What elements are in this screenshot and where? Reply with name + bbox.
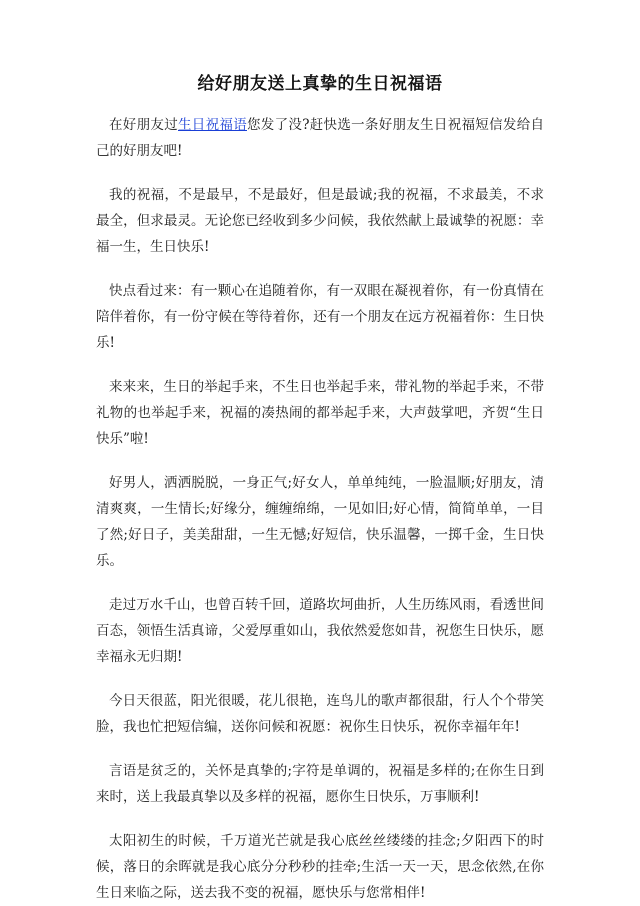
paragraph-6: 今日天很蓝，阳光很暖，花儿很艳，连鸟儿的歌声都很甜，行人个个带笑脸，我也忙把短信编，送你问候和祝愿：祝你生日快乐，祝你幸福年年! <box>96 693 544 735</box>
paragraph-7: 言语是贫乏的，关怀是真挚的;字符是单调的，祝福是多样的;在你生日到来时，送上我最真挚以及多样的祝福，愿你生日快乐，万事顺利! <box>96 763 544 805</box>
paragraph-2: 快点看过来：有一颗心在追随着你，有一双眼在凝视着你，有一份真情在陪伴着你，有一份守候在等待着你，还有一个朋友在远方祝福着你：生日快乐! <box>96 283 544 351</box>
paragraph-5: 走过万水千山，也曾百转千回，道路坎坷曲折，人生历练风雨，看透世间百态，领悟生活真谛，父爱厚重如山，我依然爱您如昔，祝您生日快乐，愿幸福永无归期! <box>96 597 544 665</box>
document-body <box>96 112 544 906</box>
birthday-wishes-link[interactable]: 生日祝福语 <box>178 117 247 133</box>
document-title: 给好朋友送上真挚的生日祝福语 <box>197 74 443 94</box>
intro-text-after: 您发了没?赶快选一条好朋友生日祝福短信发给自己的好朋友吧! <box>96 117 545 159</box>
paragraph-8: 太阳初生的时候，千万道光芒就是我心底丝丝缕缕的挂念;夕阳西下的时候，落日的余晖就是我心底分分秒秒的挂牵;生活一天一天，思念依然,在你生日来临之际，送去我不变的祝福，愿快乐与您常相伴! <box>96 833 544 901</box>
paragraph-3: 来来来，生日的举起手来，不生日也举起手来，带礼物的举起手来，不带礼物的也举起手来，祝福的凑热闹的都举起手来，大声鼓掌吧，齐贺“生日快乐”啦! <box>96 379 544 447</box>
paragraph-4: 好男人，洒洒脱脱，一身正气;好女人，单单纯纯，一脸温顺;好朋友，清清爽爽，一生情长;好缘分，缠缠绵绵，一见如旧;好心情，简简单单，一目了然;好日子，美美甜甜，一生无憾;好短信，快乐温馨，一掷千金，生日快乐。 <box>96 475 544 569</box>
intro-paragraph <box>96 112 544 164</box>
intro-text-before: 在好朋友过 <box>109 117 178 133</box>
paragraph-1: 我的祝福，不是最早，不是最好，但是最诚;我的祝福，不求最美，不求最全，但求最灵。无论您已经收到多少问候，我依然献上最诚挚的祝愿：幸福一生，生日快乐! <box>96 187 544 255</box>
